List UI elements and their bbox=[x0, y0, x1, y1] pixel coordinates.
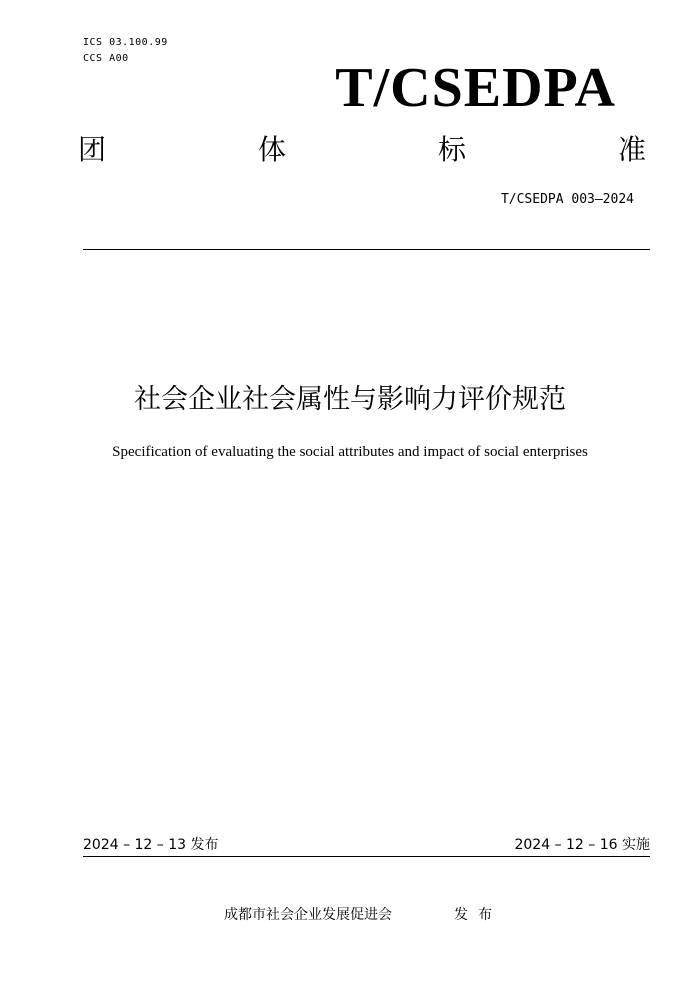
organization-code: T/CSEDPA bbox=[335, 57, 616, 119]
publisher-name: 成都市社会企业发展促进会 bbox=[224, 907, 392, 923]
footer-divider bbox=[83, 856, 650, 857]
title-english: Specification of evaluating the social attributes and impact of social enterprises bbox=[112, 444, 588, 460]
standard-number: T/CSEDPA 003—2024 bbox=[500, 192, 634, 207]
standard-type-char: 准 bbox=[617, 133, 646, 166]
standard-type-char: 体 bbox=[257, 133, 286, 166]
publish-label: 发布 bbox=[454, 907, 502, 923]
implementation-date: 2024 – 12 – 16 实施 bbox=[514, 837, 650, 853]
ics-code: ICS 03.100.99 bbox=[83, 37, 168, 48]
header-divider bbox=[83, 249, 650, 250]
issue-date: 2024 – 12 – 13 发布 bbox=[83, 837, 219, 853]
title-chinese: 社会企业社会属性与影响力评价规范 bbox=[134, 384, 566, 415]
ccs-code: CCS A00 bbox=[83, 53, 129, 64]
standard-type bbox=[78, 132, 646, 168]
standard-type-char: 团 bbox=[78, 133, 107, 166]
standard-type-char: 标 bbox=[437, 133, 466, 166]
